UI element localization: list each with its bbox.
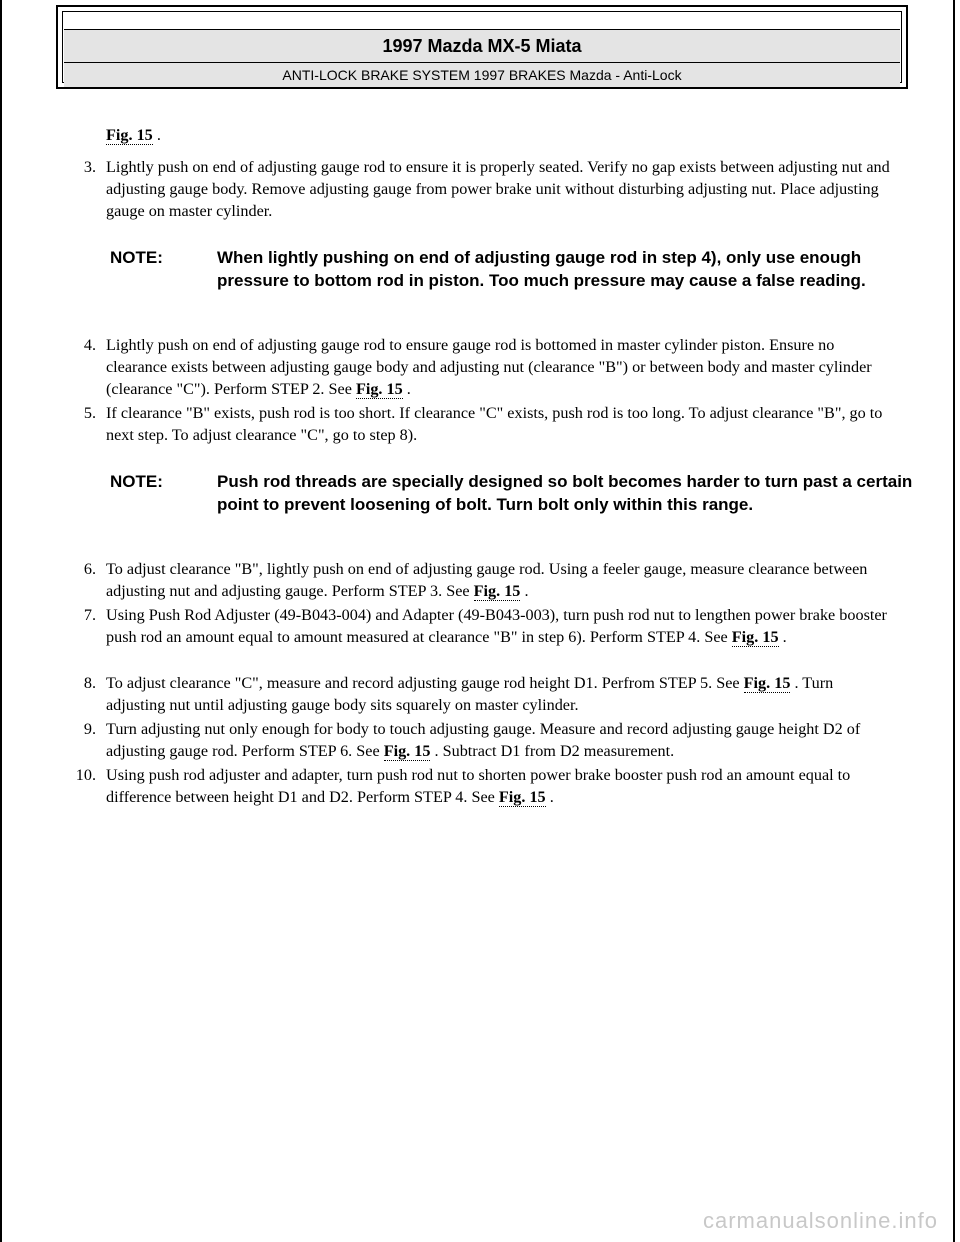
page-header <box>56 5 908 89</box>
document-subtitle: ANTI-LOCK BRAKE SYSTEM 1997 BRAKES Mazda - Anti-Lock <box>64 63 900 87</box>
document-title: 1997 Mazda MX-5 Miata <box>64 29 900 63</box>
fig-15-link[interactable]: Fig. 15 <box>498 788 546 806</box>
step-text: Lightly push on end of adjusting gauge rod to ensure it is properly seated. Verify no gap exists between adjusting nut and adjusting gauge body. Remove adjusting gauge from power brake unit without disturbing adjusting nut. Place adjusting gauge on master cylinder. <box>106 158 890 220</box>
step-number: 8. <box>83 674 96 692</box>
step-tail: . Subtract D1 from D2 measurement. <box>430 742 675 760</box>
step-text <box>106 558 896 602</box>
step-number: 9. <box>83 720 96 738</box>
step-tail: . Turn adjusting nut until adjusting gauge body sits squarely on master cylinder. <box>106 674 834 714</box>
note-label: NOTE: <box>110 248 163 267</box>
step-body: Lightly push on end of adjusting gauge rod to ensure gauge rod is bottomed in master cylinder piston. Ensure no clearance exists between adjusting gauge body and adjusting nut (clearance "B") or between body and master cylinder (clearance "C"). Perform STEP 2. See <box>106 336 872 398</box>
note-text: Push rod threads are specially designed so bolt becomes harder to turn past a certain point to prevent loosening of bolt. Turn bolt only within this range. <box>217 472 913 514</box>
step-body: Turn adjusting nut only enough for body to touch adjusting gauge. Measure and record adjusting gauge height D2 of adjusting gauge rod. Perform STEP 6. See <box>106 720 861 760</box>
fig-15-link[interactable]: Fig. 15 <box>106 126 153 144</box>
step-tail: . <box>778 628 787 646</box>
step-number: 10. <box>75 766 96 784</box>
step-text <box>106 764 896 808</box>
step-body: Using push rod adjuster and adapter, turn push rod nut to shorten power brake booster push rod an amount equal to difference between height D1 and D2. Perform STEP 4. See <box>106 766 851 806</box>
step-tail: . <box>545 788 554 806</box>
step-text: If clearance "B" exists, push rod is too short. If clearance "C" exists, push rod is too long. To adjust clearance "B", go to next step. To adjust clearance "C", go to step 8). <box>106 404 883 444</box>
step-body: To adjust clearance "B", lightly push on end of adjusting gauge rod. Using a feeler gauge, measure clearance between adjusting nut and adjusting gauge. Perform STEP 3. See <box>106 560 868 600</box>
step-text <box>106 334 896 400</box>
watermark: carmanualsonline.info <box>702 1208 938 1233</box>
step-text <box>106 718 896 762</box>
fig-15-link[interactable]: Fig. 15 <box>731 628 779 646</box>
step-number: 4. <box>83 336 96 354</box>
intro-fig-ref <box>106 124 161 146</box>
step-text <box>106 604 896 648</box>
step-number: 7. <box>83 606 96 624</box>
step-number: 3. <box>83 158 96 176</box>
intro-tail: . <box>152 126 161 144</box>
step-text <box>106 672 896 716</box>
step-tail: . <box>402 380 411 398</box>
step-number: 6. <box>83 560 96 578</box>
note-label: NOTE: <box>110 472 163 491</box>
fig-15-link[interactable]: Fig. 15 <box>473 582 521 600</box>
step-body: Using Push Rod Adjuster (49-B043-004) and Adapter (49-B043-003), turn push rod nut to lengthen power brake booster push rod an amount equal to amount measured at clearance "B" in step 6). Perform STEP 4. See <box>106 606 887 646</box>
step-number: 5. <box>83 404 96 422</box>
step-tail: . <box>520 582 529 600</box>
note-text: When lightly pushing on end of adjusting gauge rod in step 4), only use enough pressure to bottom rod in piston. Too much pressure may cause a false reading. <box>217 248 866 290</box>
fig-15-link[interactable]: Fig. 15 <box>355 380 403 398</box>
fig-15-link[interactable]: Fig. 15 <box>743 674 791 692</box>
step-body: To adjust clearance "C", measure and record adjusting gauge rod height D1. Perfrom STEP 5. See <box>106 674 744 692</box>
fig-15-link[interactable]: Fig. 15 <box>383 742 431 760</box>
